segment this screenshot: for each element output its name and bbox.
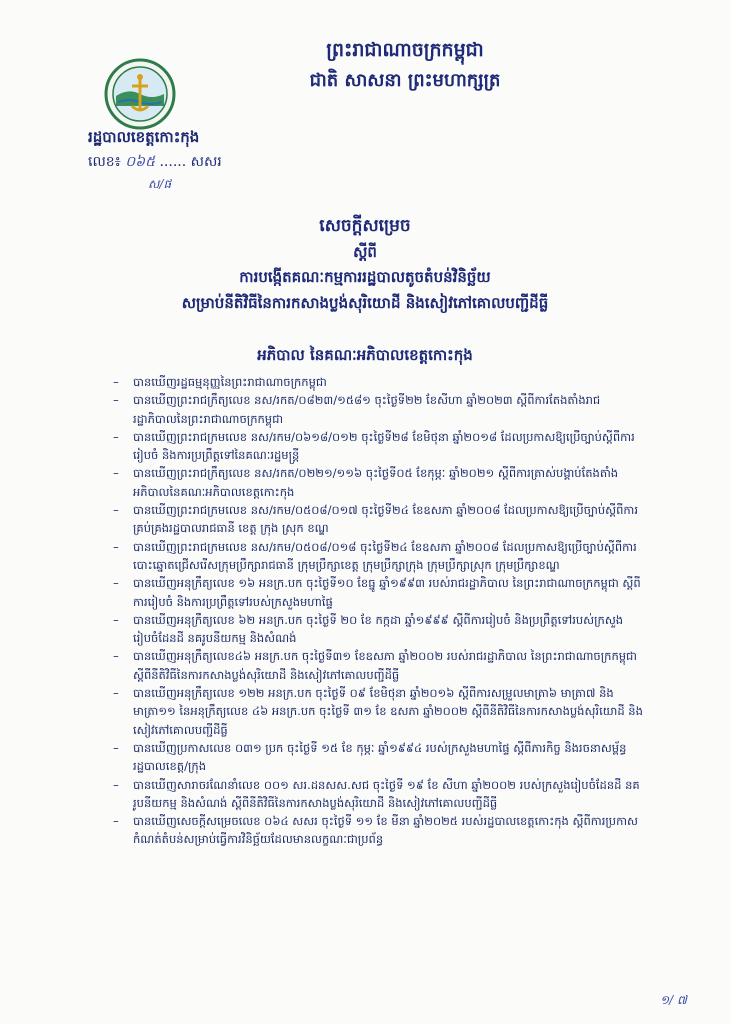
list-item-text: បានឃើញអនុក្រឹត្យលេខ ១៦ អនក្រ.បក ចុះថ្ងៃទី១០ ខែធ្នូ ឆ្នាំ១៩៩៣ របស់រាជរដ្ឋាភិបាល នៃព្រះរាជាណាចក្រកម្ពុជា ស្ដីពីការរៀបចំ និងការប្រព្រឹត្តទៅរបស់ក្រសួងមហាផ្ទៃ bbox=[133, 576, 641, 609]
list-item bbox=[113, 684, 643, 739]
reference-handwritten-note: ស/ផ bbox=[148, 177, 172, 191]
issuing-administration: រដ្ឋបាលខេត្តកោះកុង bbox=[88, 128, 200, 146]
reference-suffix: សសរ bbox=[190, 154, 222, 170]
list-item-text: បានឃើញសារាចរណែនាំលេខ ០០១ សរ.ដនសស.សជ ចុះថ្ងៃទី ១៩ ខែ សីហា ឆ្នាំ២០០២ របស់ក្រសួងរៀបចំដែនដី នគរូបនីយកម្ម និងសំណង់ ស្ដីពីនីតិវិធីនៃការកសាងប្លង់សុរិយោដី និងសៀវភៅគោលបញ្ជីដីធ្លី bbox=[133, 777, 640, 810]
list-item-text: បានឃើញអនុក្រឹត្យលេខ៤៦ អនក្រ.បក ចុះថ្ងៃទី៣១ ខែឧសភា ឆ្នាំ២០០២ របស់រាជរដ្ឋាភិបាល នៃព្រះរាជាណាចក្រកម្ពុជា ស្ដីពីនីតិវិធីនៃការកសាងប្លង់សុរិយោដី និងសៀវភៅគោលបញ្ជីដីធ្លី bbox=[133, 649, 638, 682]
list-item bbox=[113, 428, 643, 465]
decision-title: សេចក្ដីសម្រេច bbox=[319, 216, 411, 236]
list-item bbox=[113, 776, 643, 813]
list-dash: – bbox=[113, 539, 119, 554]
legal-basis-list bbox=[113, 373, 643, 849]
motto-heading: ជាតិ សាសនា ព្រះមហាក្សត្រ bbox=[309, 70, 501, 91]
list-dash: – bbox=[113, 375, 119, 389]
list-item-text: បានឃើញអនុក្រឹត្យលេខ ១២២ អនក្រ.បក ចុះថ្ងៃទី ០៩ ខែមិថុនា ឆ្នាំ២០១៦ ស្ដីពីការសម្រួលមាត្រា៦ មាត្រា៧ និងមាត្រា១១ នៃអនុក្រឹត្យលេខ ៤៦ អនក្រ.បក ចុះថ្ងៃទី ៣១ ខែ ឧសភា ឆ្នាំ២០០២ ស្ដីពីនីតិវិធីនៃការកសាងប្លង់សុរិយោដី និងសៀវភៅគោលបញ្ជីដីធ្លី bbox=[133, 686, 643, 737]
list-item bbox=[113, 812, 643, 849]
governor-heading: អភិបាល នៃគណៈអភិបាលខេត្តកោះកុង bbox=[257, 346, 473, 364]
list-item bbox=[113, 538, 643, 575]
list-dash: – bbox=[113, 740, 119, 755]
list-item bbox=[113, 739, 643, 776]
list-item-text: បានឃើញព្រះរាជក្រមលេខ នស/រកម/០៥០៨/០១៨ ចុះថ្ងៃទី២៤ ខែឧសភា ឆ្នាំ២០០៨ ដែលប្រកាសឱ្យប្រើច្បាប់ស្ដីពីការបោះឆ្នោតជ្រើសរើសក្រុមប្រឹក្សារាជធានី ក្រុមប្រឹក្សាខេត្ត ក្រុមប្រឹក្សាក្រុង ក្រុមប្រឹក្សាស្រុក ក្រុមប្រឹក្សាខណ្ឌ bbox=[133, 539, 637, 572]
decision-subject-line2: សម្រាប់នីតិវិធីនៃការកសាងប្លង់សុរិយោដី និងសៀវភៅគោលបញ្ជីដីធ្លី bbox=[181, 294, 549, 312]
reference-prefix: លេខ៖ bbox=[88, 154, 121, 170]
list-item-text: បានឃើញសេចក្ដីសម្រេចលេខ ០៦៤ សសរ ចុះថ្ងៃទី ១១ ខែ មីនា ឆ្នាំ២០២៥ របស់រដ្ឋបាលខេត្តកោះកុង ស្ដីពីការប្រកាសកំណត់តំបន់សម្រាប់ធ្វើការវិនិច្ឆ័យដែលមានលក្ខណៈជាប្រព័ន្ធ bbox=[133, 814, 638, 847]
list-item-text: បានឃើញព្រះរាជក្រឹត្យលេខ នស/រកត/០២២១/១១៦ ចុះថ្ងៃទី០៥ ខែកុម្ភៈ ឆ្នាំ២០២១ ស្ដីពីការត្រាស់បង្គាប់តែងតាំងអភិបាលនៃគណៈអភិបាលខេត្តកោះកុង bbox=[133, 466, 619, 499]
kingdom-heading: ព្រះរាជាណាចក្រកម្ពុជា bbox=[326, 39, 484, 61]
list-item bbox=[113, 574, 643, 611]
list-dash: – bbox=[113, 429, 119, 444]
list-item bbox=[113, 391, 643, 428]
list-item bbox=[113, 373, 643, 391]
list-dash: – bbox=[113, 612, 119, 627]
decision-subject-label: ស្ដីពី bbox=[353, 243, 377, 261]
list-item-text: បានឃើញព្រះរាជក្រឹត្យលេខ នស/រកត/០៨២៣/១៥៨១ ចុះថ្ងៃទី២២ ខែសីហា ឆ្នាំ២០២៣ ស្ដីពីការតែងតាំងរាជរដ្ឋាភិបាលនៃព្រះរាជាណាចក្រកម្ពុជា bbox=[133, 393, 601, 426]
decision-subject-line1: ការបង្កើតគណៈកម្មការរដ្ឋបាលតូចតំបន់វិនិច្ឆ័យ bbox=[239, 268, 491, 286]
provincial-emblem-icon bbox=[104, 58, 176, 130]
list-item bbox=[113, 501, 643, 538]
list-dash: – bbox=[113, 466, 119, 481]
list-item bbox=[113, 464, 643, 501]
list-item-text: បានឃើញប្រកាសលេខ ០៣១ ប្រក ចុះថ្ងៃទី ១៥ ខែ កុម្ភៈ ឆ្នាំ១៩៩៤ របស់ក្រសួងមហាផ្ទៃ ស្ដីពីភារកិច្ច និងរចនាសម្ព័ន្ធរដ្ឋបាលខេត្ត/ក្រុង bbox=[133, 740, 627, 774]
reference-dots: ...... bbox=[159, 154, 187, 170]
reference-number bbox=[88, 152, 222, 173]
list-item bbox=[113, 647, 643, 684]
page-number: ១/ ៧ bbox=[660, 993, 687, 1007]
list-dash: – bbox=[113, 777, 119, 792]
list-dash: – bbox=[113, 686, 119, 701]
list-item-text: បានឃើញរដ្ឋធម្មនុញ្ញនៃព្រះរាជាណាចក្រកម្ពុជា bbox=[133, 375, 327, 389]
list-item bbox=[113, 611, 643, 648]
list-item-text: បានឃើញព្រះរាជក្រមលេខ នស/រកម/០៥០៨/០១៧ ចុះថ្ងៃទី២៤ ខែឧសភា ឆ្នាំ២០០៨ ដែលប្រកាសឱ្យប្រើច្បាប់ស្ដីពីការគ្រប់គ្រងរដ្ឋបាលរាជធានី ខេត្ត ក្រុង ស្រុក ខណ្ឌ bbox=[133, 503, 639, 536]
list-dash: – bbox=[113, 576, 119, 591]
list-dash: – bbox=[113, 814, 119, 829]
list-item-text: បានឃើញអនុក្រឹត្យលេខ ៦២ អនក្រ.បក ចុះថ្ងៃទី ២០ ខែ កក្កដា ឆ្នាំ១៩៩៩ ស្ដីពីការរៀបចំ និងប្រព្រឹត្តទៅរបស់ក្រសួងរៀបចំដែនដី នគរូបនីយកម្ម និងសំណង់ bbox=[133, 612, 624, 646]
list-dash: – bbox=[113, 649, 119, 664]
list-item-text: បានឃើញព្រះរាជក្រមលេខ នស/រកម/០៦១៨/០១២ ចុះថ្ងៃទី២៨ ខែមិថុនា ឆ្នាំ២០១៨ ដែលប្រកាសឱ្យប្រើច្បាប់ស្ដីពីការរៀបចំ និងការប្រព្រឹត្តទៅនៃគណៈរដ្ឋមន្ត្រី bbox=[133, 429, 635, 463]
reference-number-handwritten: ០៦៥ bbox=[125, 154, 156, 170]
list-dash: – bbox=[113, 503, 119, 518]
list-dash: – bbox=[113, 393, 119, 408]
